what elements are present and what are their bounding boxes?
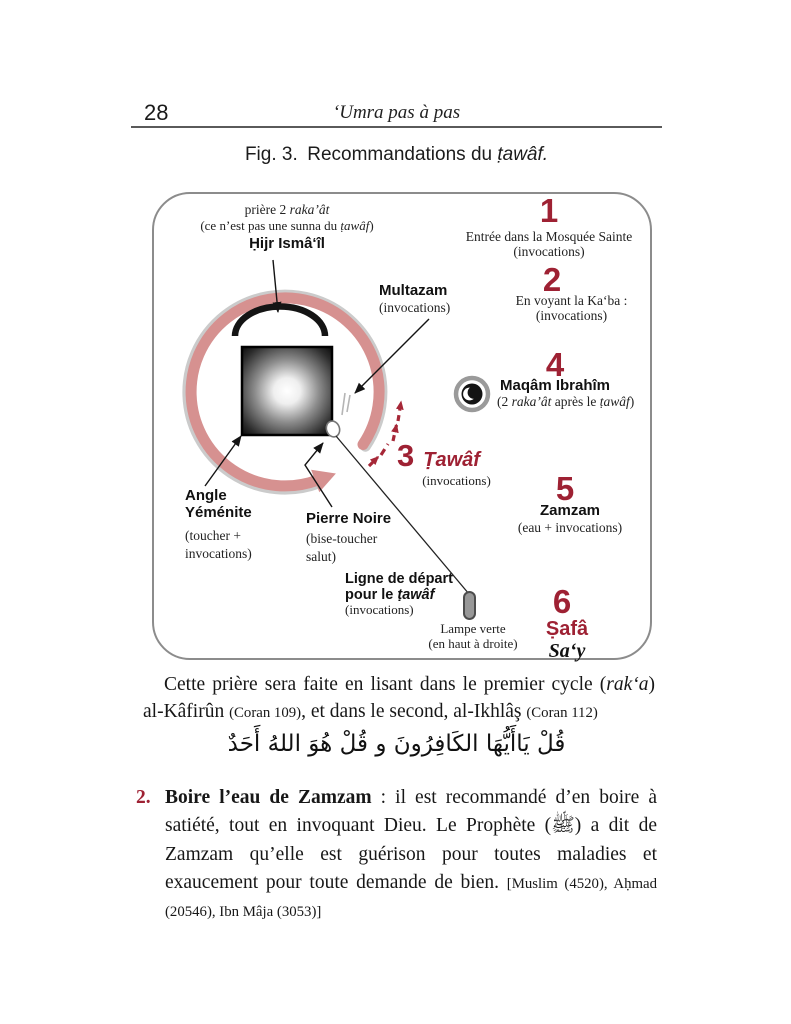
step-3-number: 3 (397, 438, 415, 473)
angle-name1: Angle (185, 487, 227, 504)
step-5-number: 5 (555, 470, 575, 507)
step-3-sub: (invocations) (422, 473, 491, 488)
hijr-line1: prière 2 raka’ât (244, 202, 330, 217)
step-6-number: 6 (552, 583, 572, 620)
page-number: 28 (144, 100, 169, 125)
lampe-l1: Lampe verte (440, 621, 506, 636)
tawaf-diagram (152, 192, 652, 663)
ligne-l1: Ligne de départ (345, 571, 453, 587)
step-2-label (489, 293, 654, 323)
angle-yemenite-label (185, 488, 252, 561)
step-4-sub: (2 raka’ât après le ṭawâf) (497, 394, 635, 409)
angle-name2: Yéménite (185, 503, 252, 521)
step-1-line2: (invocations) (513, 244, 585, 260)
pierre-sub1: (bise-toucher (306, 530, 378, 546)
pierre-name: Pierre Noire (306, 510, 392, 527)
pierre-sub2: salut) (306, 548, 336, 564)
tawaf-direction-arrow-3 (369, 457, 378, 466)
step-6-sub: Sa‘y (548, 640, 586, 663)
step-2-line1: En voyant la Ka‘ba : (515, 293, 628, 308)
multazam-sub: (invocations) (379, 299, 451, 315)
header-rule (131, 126, 662, 128)
tawaf-direction-arrow-2 (393, 425, 397, 441)
angle-sub2: invocations) (185, 545, 252, 561)
angle-sub1: (toucher + (185, 527, 241, 543)
ligne-sub: (invocations) (345, 602, 414, 618)
multazam-name: Multazam (379, 282, 448, 299)
hijr-label (177, 202, 397, 252)
kaaba-shape (242, 347, 332, 435)
step-1-label (454, 229, 644, 259)
multazam-marks (342, 393, 350, 415)
step-3-label (397, 438, 480, 473)
ligne-l2: pour le ṭawâf (345, 587, 435, 604)
pierre-noire-label (306, 511, 391, 564)
step-6-name: Ṣafâ (545, 618, 589, 640)
step-5-sub: (eau + invocations) (517, 519, 623, 535)
step-1-number: 1 (539, 192, 559, 229)
step-1-line1: Entrée dans la Mosquée Sainte (465, 229, 633, 244)
hijr-name: Ḥijr Ismâ‘îl (249, 234, 325, 252)
multazam-label (379, 283, 450, 315)
tawaf-direction-arrow-1 (398, 402, 401, 421)
step-2-line2: (invocations) (535, 308, 608, 324)
list-item-zamzam (136, 784, 657, 925)
ligne-depart-label (345, 571, 453, 618)
lamp-icon (464, 592, 475, 619)
lampe-l2: (en haut à droite) (428, 635, 518, 651)
step-4-name: Maqâm Ibrahîm (500, 377, 611, 394)
step-3-title: Ṭawâf (423, 449, 480, 471)
step-2-number: 2 (542, 261, 562, 298)
step-5-name: Zamzam (539, 502, 601, 519)
figure-caption: Fig. 3. Recommandations du ṭawâf. (244, 144, 549, 165)
step-5-label (490, 503, 650, 535)
list-item-marker: 2. (136, 787, 151, 808)
lampe-label (403, 622, 543, 651)
list-item-text: Boire l’eau de Zamzam : il est recommandé d’en boire à satiété, tout en invoquant Dieu. Le Prophète (ﷺ) a dit de Zamzam qu’elle est guérison pour toutes maladies et exaucement pour toute demande de bien. [Muslim (4520), Aḥmad (20546), Ibn Mâja (3053)] (165, 787, 658, 921)
paragraph-prayer: Cette prière sera faite en lisant dans le premier cycle (rak‘a) al-Kâfirûn (Coran 109), et dans le second, al-Ikhlâş (Coran 112) (143, 674, 655, 723)
maqam-ibrahim-icon (456, 378, 488, 410)
step-4-number: 4 (545, 346, 565, 383)
running-title: ‘Umra pas à pas (332, 102, 461, 123)
tawaf-direction-dash (381, 444, 388, 455)
hijr-line2: (ce n’est pas une sunna du ṭawâf) (200, 218, 374, 234)
arabic-verse: قُلْ يَاأَيُّهَا الكَافِرُونَ و قُلْ هُوَ اللهُ أَحَدٌ (227, 731, 566, 757)
